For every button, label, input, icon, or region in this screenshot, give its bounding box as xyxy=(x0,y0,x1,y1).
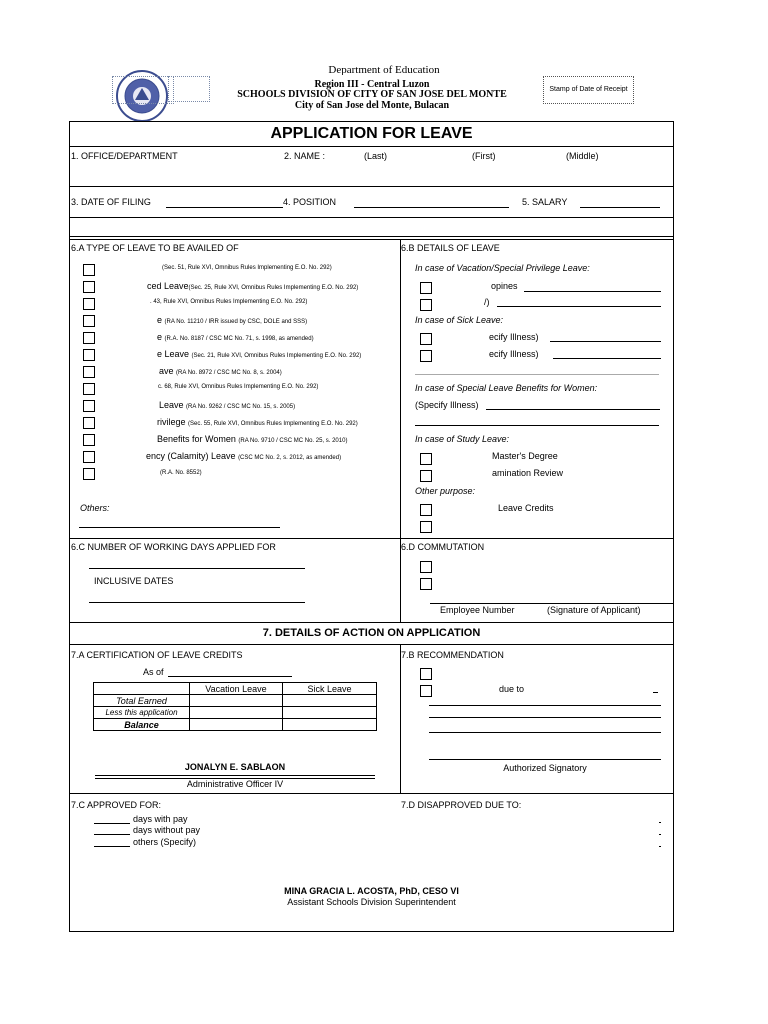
name-label: 2. NAME : xyxy=(284,151,326,161)
study-heading: In case of Study Leave: xyxy=(415,434,510,444)
recommendation-checkbox[interactable] xyxy=(420,685,432,697)
as-of-field[interactable] xyxy=(168,676,292,677)
women-heading: In case of Special Leave Benefits for Women: xyxy=(415,383,598,393)
table-cell xyxy=(94,683,190,695)
working-days-field[interactable] xyxy=(89,568,305,569)
leave-type-checkbox[interactable] xyxy=(83,451,95,463)
leave-type-label: ency (Calamity) Leave (CSC MC No. 2, s. 2012, as amended) xyxy=(146,451,342,461)
disapproved-line[interactable] xyxy=(659,834,661,835)
leave-type-checkbox[interactable] xyxy=(83,349,95,361)
study-option-checkbox[interactable] xyxy=(420,453,432,465)
due-to-field[interactable] xyxy=(653,692,658,693)
sick-option-checkbox[interactable] xyxy=(420,350,432,362)
applicant-signature-label: (Signature of Applicant) xyxy=(547,605,641,615)
disapproved-line[interactable] xyxy=(659,846,661,847)
disapproved-line[interactable] xyxy=(659,822,661,823)
table-cell[interactable] xyxy=(190,719,283,731)
other-purpose-heading: Other purpose: xyxy=(415,486,476,496)
inclusive-dates-field[interactable] xyxy=(89,602,305,603)
leave-type-label: e (RA No. 11210 / IRR issued by CSC, DOLE and SSS) xyxy=(157,315,308,325)
leave-type-ref: (Sec. 51, Rule XVI, Omnibus Rules Implementing E.O. No. 292) xyxy=(162,265,332,271)
leave-type-checkbox[interactable] xyxy=(83,434,95,446)
leave-type-checkbox[interactable] xyxy=(83,400,95,412)
office-department-label: 1. OFFICE/DEPARTMENT xyxy=(71,151,178,161)
study-option-checkbox[interactable] xyxy=(420,470,432,482)
last-name-label: (Last) xyxy=(364,151,388,161)
days-without-pay-field[interactable] xyxy=(94,834,130,835)
recommendation-checkbox[interactable] xyxy=(420,668,432,680)
other-purpose-checkbox[interactable] xyxy=(420,504,432,516)
divider xyxy=(69,239,674,240)
other-purpose-label: Leave Credits xyxy=(498,503,554,513)
date-of-filing-field[interactable] xyxy=(166,207,283,208)
officer-title: Administrative Officer IV xyxy=(186,779,284,789)
section-6a-heading: 6.A TYPE OF LEAVE TO BE AVAILED OF xyxy=(71,243,239,253)
section-7d-heading: 7.D DISAPPROVED DUE TO: xyxy=(401,800,522,810)
sick-option-field[interactable] xyxy=(550,341,661,342)
first-name-label: (First) xyxy=(472,151,496,161)
leave-type-checkbox[interactable] xyxy=(83,366,95,378)
vacation-option-label: opines xyxy=(491,281,518,291)
table-cell[interactable] xyxy=(190,707,283,719)
vacation-option-label: /) xyxy=(484,297,490,307)
vacation-option-field[interactable] xyxy=(524,291,661,292)
salary-field[interactable] xyxy=(580,207,660,208)
leave-credits-table xyxy=(93,682,377,731)
column-divider xyxy=(400,645,401,793)
vacation-option-checkbox[interactable] xyxy=(420,282,432,294)
header-division: SCHOOLS DIVISION OF CITY OF SAN JOSE DEL MONTE xyxy=(237,89,507,100)
leave-type-checkbox[interactable] xyxy=(83,332,95,344)
divider xyxy=(69,793,674,794)
col-sick-header: Sick Leave xyxy=(283,683,377,695)
row-less-application: Less this application xyxy=(94,707,190,719)
leave-type-label: ced Leave(Sec. 25, Rule XVI, Omnibus Rules Implementing E.O. No. 292) xyxy=(147,281,359,291)
divider xyxy=(69,622,674,623)
col-vacation-header: Vacation Leave xyxy=(190,683,283,695)
signature-line xyxy=(95,775,375,776)
divider xyxy=(69,146,674,147)
recommendation-line[interactable] xyxy=(429,717,661,718)
vacation-option-checkbox[interactable] xyxy=(420,299,432,311)
form-title: APPLICATION FOR LEAVE xyxy=(270,125,473,142)
leave-type-label: Benefits for Women (RA No. 9710 / CSC MC No. 25, s. 2010) xyxy=(157,434,348,444)
table-cell[interactable] xyxy=(283,719,377,731)
due-to-label: due to xyxy=(499,684,525,694)
inclusive-dates-label: INCLUSIVE DATES xyxy=(94,576,174,586)
leave-type-label: ave (RA No. 8972 / CSC MC No. 8, s. 2004) xyxy=(159,366,282,376)
vacation-option-field[interactable] xyxy=(497,306,661,307)
commutation-checkbox[interactable] xyxy=(420,561,432,573)
salary-label: 5. SALARY xyxy=(522,197,568,207)
days-with-pay-label: days with pay xyxy=(133,814,188,824)
leave-type-label: rivilege (Sec. 55, Rule XVI, Omnibus Rules Implementing E.O. No. 292) xyxy=(157,417,358,427)
divider xyxy=(69,644,674,645)
women-specify-label: (Specify Illness) xyxy=(415,400,479,410)
sick-option-checkbox[interactable] xyxy=(420,333,432,345)
section-6b-heading: 6.B DETAILS OF LEAVE xyxy=(401,243,500,253)
leave-type-label: Leave (RA No. 9262 / CSC MC No. 15, s. 2005) xyxy=(159,400,296,410)
leave-type-checkbox[interactable] xyxy=(83,468,95,480)
leave-type-label: e Leave (Sec. 21, Rule XVI, Omnibus Rules Implementing E.O. No. 292) xyxy=(157,349,362,359)
divider xyxy=(69,186,674,187)
others-field[interactable] xyxy=(79,527,280,528)
row-total-earned: Total Earned xyxy=(94,695,190,707)
divider xyxy=(69,236,674,237)
days-without-pay-label: days without pay xyxy=(133,825,201,835)
women-extra-line xyxy=(415,425,659,426)
vacation-heading: In case of Vacation/Special Privilege Leave: xyxy=(415,263,590,273)
as-of-label: As of xyxy=(143,667,164,677)
section-7b-heading: 7.B RECOMMENDATION xyxy=(401,650,504,660)
others-specify-field[interactable] xyxy=(94,846,130,847)
employee-number-label: Employee Number xyxy=(440,605,515,615)
divider xyxy=(69,217,674,218)
date-of-filing-label: 3. DATE OF FILING xyxy=(71,197,151,207)
others-specify-label: others (Specify) xyxy=(133,837,197,847)
header-city: City of San Jose del Monte, Bulacan xyxy=(294,100,450,111)
header-region: Region III - Central Luzon xyxy=(314,79,430,90)
leave-type-ref: . 43, Rule XVI, Omnibus Rules Implementing E.O. No. 292) xyxy=(150,299,308,305)
officer-name: JONALYN E. SABLAON xyxy=(184,762,286,772)
header-dept: Department of Education xyxy=(328,64,440,75)
authorized-signature-line[interactable] xyxy=(429,759,661,760)
leave-type-checkbox[interactable] xyxy=(83,298,95,310)
sick-option-label: ecify Illness) xyxy=(489,349,539,359)
authorized-signatory-label: Authorized Signatory xyxy=(503,763,587,773)
recommendation-line[interactable] xyxy=(429,732,661,733)
leave-type-checkbox[interactable] xyxy=(83,264,95,276)
study-option-label: amination Review xyxy=(492,468,564,478)
leave-type-ref: (R.A. No. 8552) xyxy=(160,470,202,476)
applicant-signature-line[interactable] xyxy=(430,603,673,604)
leave-type-checkbox[interactable] xyxy=(83,383,95,395)
superintendent-name: MINA GRACIA L. ACOSTA, PhD, CESO VI xyxy=(284,886,459,896)
study-option-label: Master's Degree xyxy=(492,451,558,461)
leave-type-checkbox[interactable] xyxy=(83,281,95,293)
other-purpose-checkbox[interactable] xyxy=(420,521,432,533)
stamp-date-receipt-box: Stamp of Date of Receipt xyxy=(543,76,634,104)
column-divider xyxy=(400,239,401,622)
section-7c-heading: 7.C APPROVED FOR: xyxy=(71,800,162,810)
commutation-checkbox[interactable] xyxy=(420,578,432,590)
section-6c-heading: 6.C NUMBER OF WORKING DAYS APPLIED FOR xyxy=(71,542,276,552)
sick-extra-line xyxy=(415,374,659,375)
others-label: Others: xyxy=(80,503,110,513)
section-7-heading: 7. DETAILS OF ACTION ON APPLICATION xyxy=(262,627,481,639)
table-cell[interactable] xyxy=(190,695,283,707)
divider xyxy=(69,538,674,539)
sick-option-label: ecify Illness) xyxy=(489,332,539,342)
section-6d-heading: 6.D COMMUTATION xyxy=(401,542,485,552)
leave-type-checkbox[interactable] xyxy=(83,417,95,429)
leave-type-ref: c. 68, Rule XVI, Omnibus Rules Implementing E.O. No. 292) xyxy=(158,384,319,390)
recommendation-line[interactable] xyxy=(429,705,661,706)
table-cell[interactable] xyxy=(283,707,377,719)
days-with-pay-field[interactable] xyxy=(94,823,130,824)
leave-type-label: e (R.A. No. 8187 / CSC MC No. 71, s. 1998, as amended) xyxy=(157,332,314,342)
section-7a-heading: 7.A CERTIFICATION OF LEAVE CREDITS xyxy=(71,650,243,660)
position-field[interactable] xyxy=(354,207,509,208)
leave-type-checkbox[interactable] xyxy=(83,315,95,327)
position-label: 4. POSITION xyxy=(283,197,337,207)
superintendent-title: Assistant Schools Division Superintendent xyxy=(287,897,456,907)
women-specify-field[interactable] xyxy=(486,409,660,410)
middle-name-label: (Middle) xyxy=(566,151,599,161)
sick-heading: In case of Sick Leave: xyxy=(415,315,504,325)
row-balance: Balance xyxy=(94,719,190,731)
sick-option-field[interactable] xyxy=(553,358,661,359)
table-cell[interactable] xyxy=(283,695,377,707)
